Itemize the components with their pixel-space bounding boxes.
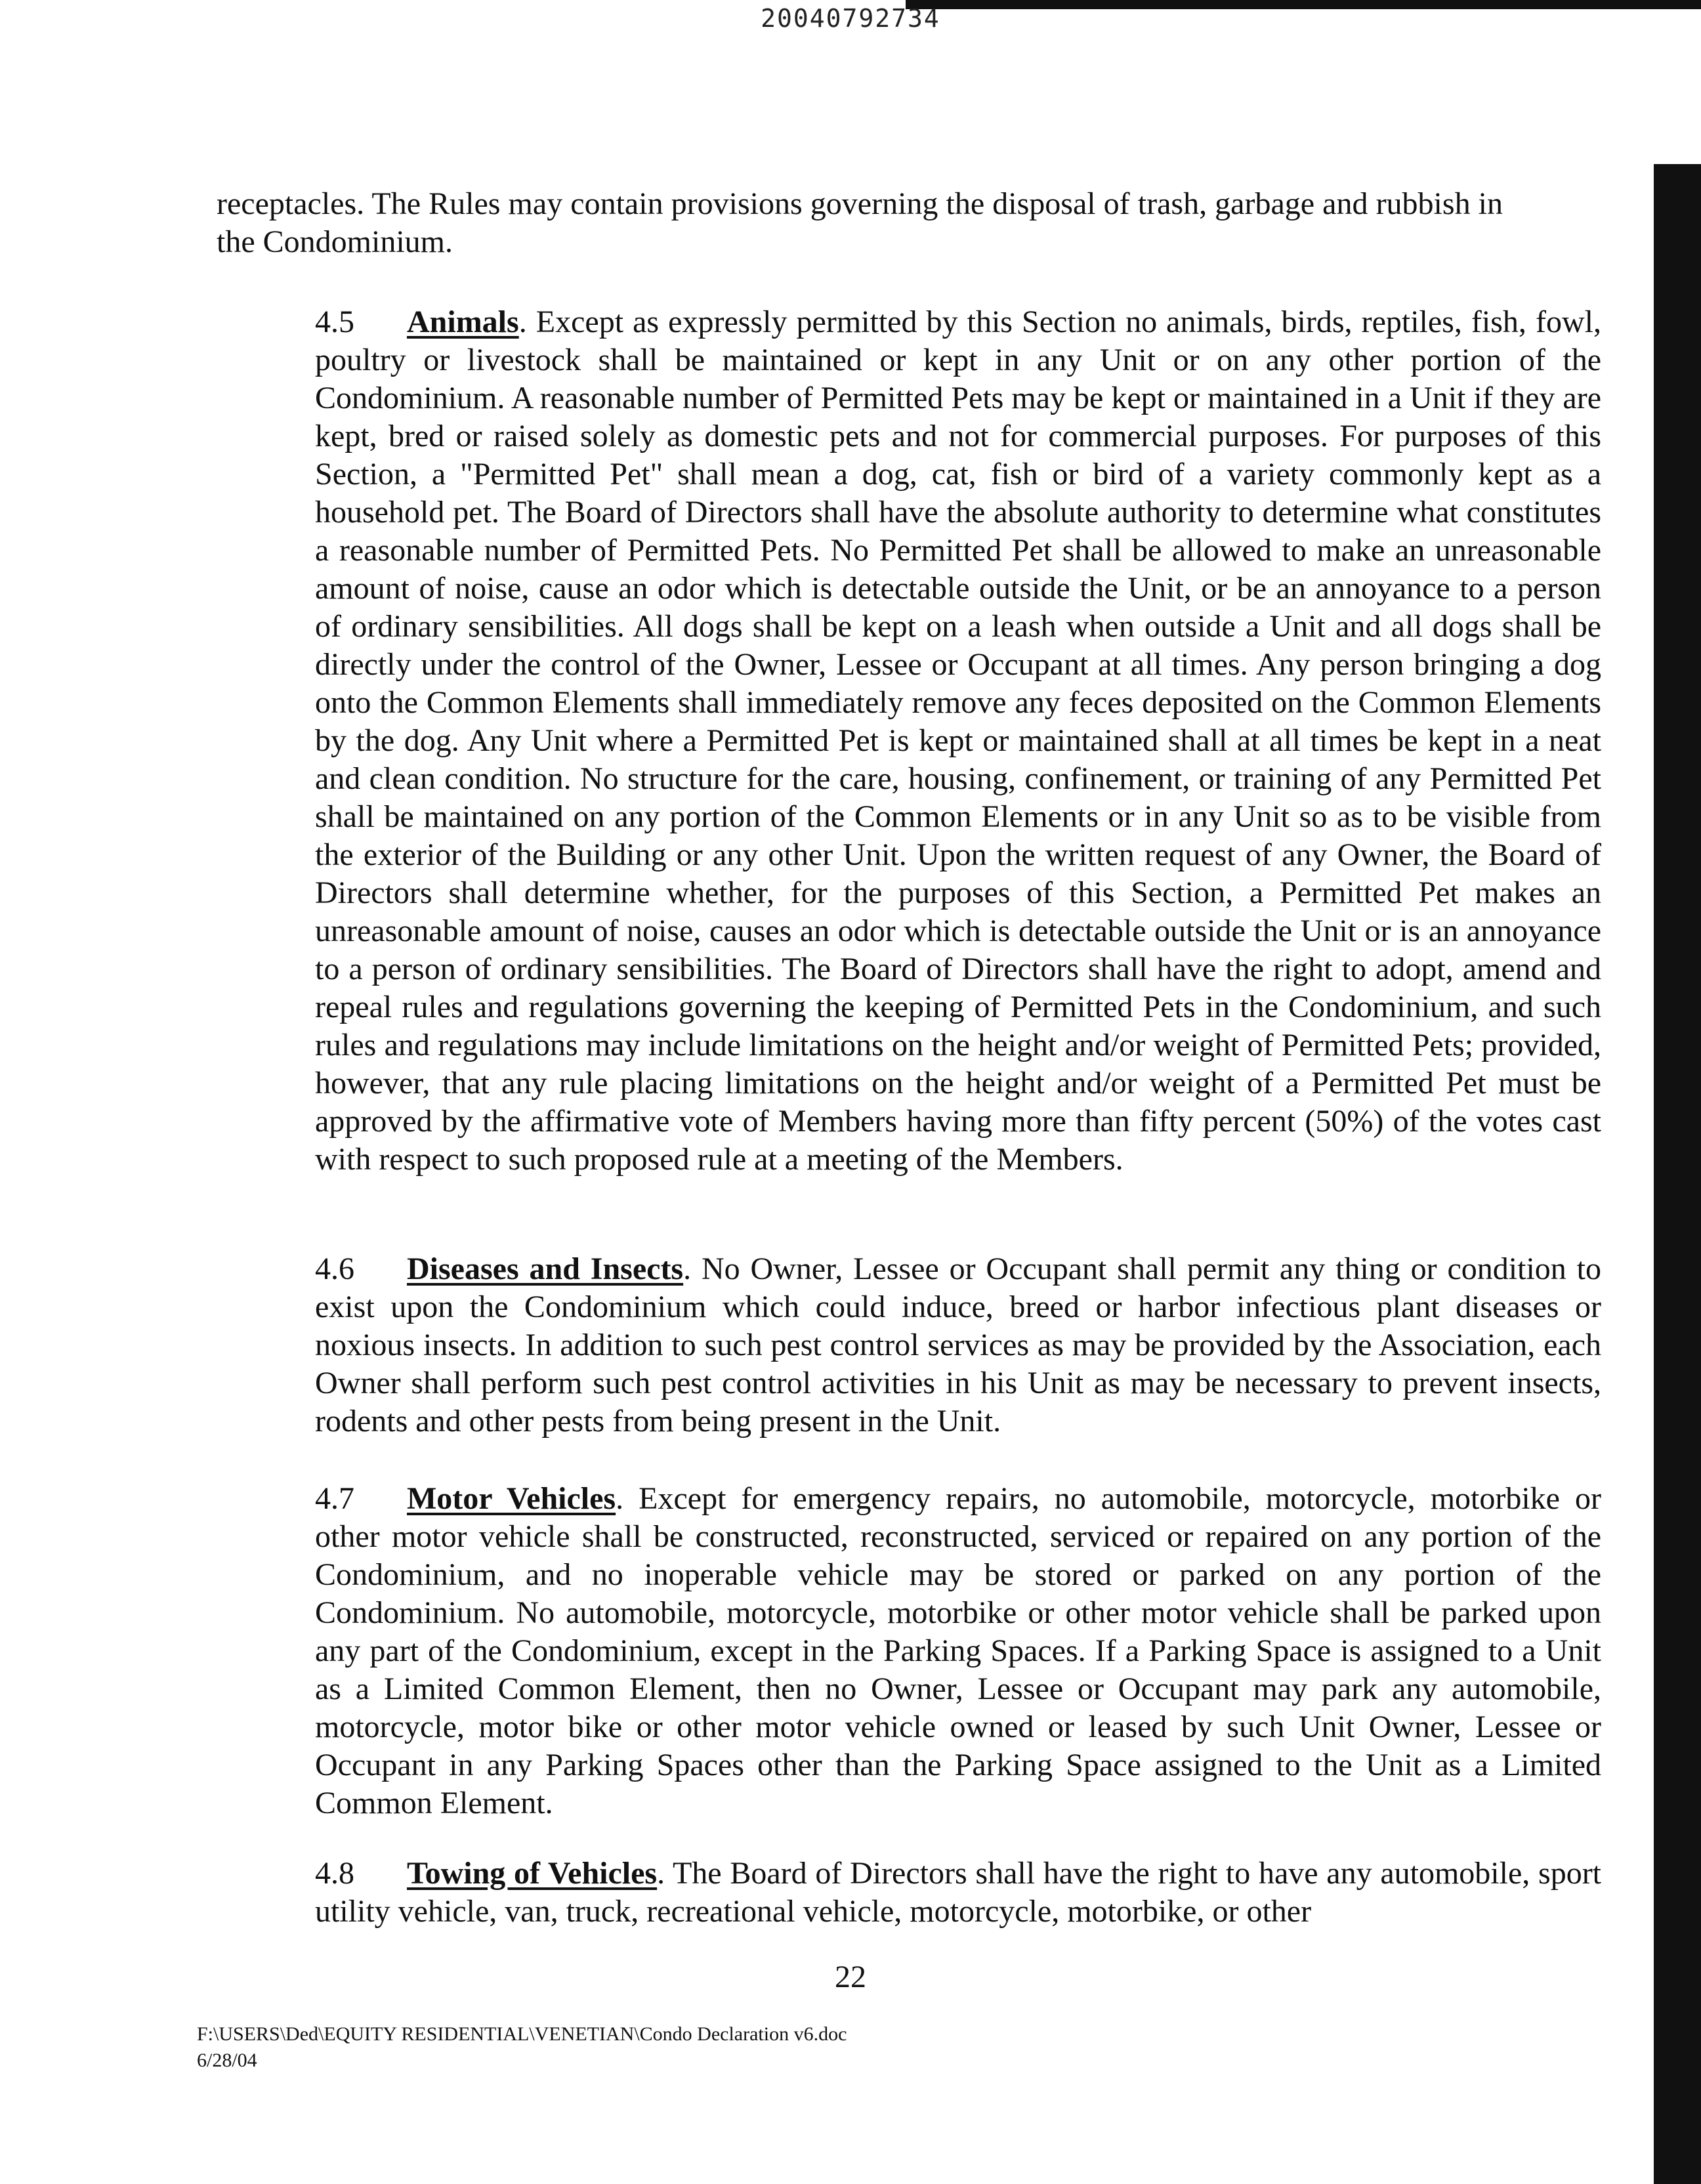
document-footer (197, 2021, 847, 2074)
section-body: . The Board of Directors shall have the right to have any automobile, sport utility vehicle, van, truck, recreational vehicle, motorcycle, motorbike, or other (315, 1856, 1602, 1929)
scan-right-border (1654, 164, 1701, 2184)
page-number: 22 (835, 1960, 866, 1994)
section-4-6 (217, 1250, 1601, 1440)
section-heading: Diseases and Insects (407, 1251, 684, 1286)
document-number: 20040792734 (761, 4, 940, 33)
section-4-8 (217, 1855, 1601, 1931)
section-4-5 (217, 303, 1601, 1179)
file-path: F:\USERS\Ded\EQUITY RESIDENTIAL\VENETIAN\Condo Declaration v6.doc (197, 2023, 847, 2045)
paragraph-continuation: receptacles. The Rules may contain provisions governing the disposal of trash, garbage and rubbish in the Condominium. (217, 186, 1503, 259)
section-number: 4.5 (315, 304, 354, 339)
section-4-7 (217, 1480, 1601, 1822)
section-body: . Except as expressly permitted by this Section no animals, birds, reptiles, fish, fowl, poultry or livestock shall be maintained or kept in any Unit or on any other portion of the Condominium. A reasonable number of Permitted Pets may be kept or maintained in a Unit if they are kept, bred or raised solely as domestic pets and not for commercial purposes. For purposes of this Section, a "Permitted Pet" shall mean a dog, cat, fish or bird of a variety commonly kept as a household pet. The Board of Directors shall have the absolute authority to determine what constitutes a reasonable number of Permitted Pets. No Permitted Pet shall be allowed to make an unreasonable amount of noise, cause an odor which is detectable outside the Unit, or be an annoyance to a person of ordinary sensibilities. All dogs shall be kept on a leash when outside a Unit and all dogs shall be directly under the control of the Owner, Lessee or Occupant at all times. Any person bringing a dog onto the Common Elements shall immediately remove any feces deposited on the Common Elements by the dog. Any Unit where a Permitted Pet is kept or maintained shall at all times be kept in a neat and clean condition. No structure for the care, housing, confinement, or training of any Permitted Pet shall be maintained on any portion of the Common Elements or in any Unit so as to be visible from the exterior of the Building or any other Unit. Upon the written request of any Owner, the Board of Directors shall determine whether, for the purposes of this Section, a Permitted Pet makes an unreasonable amount of noise, causes an odor which is detectable outside the Unit or is an annoyance to a person of ordinary sensibilities. The Board of Directors shall have the right to adopt, amend and repeal rules and regulations governing the keeping of Permitted Pets in the Condominium, and such rules and regulations may include limitations on the height and/or weight of Permitted Pets; provided, however, that any rule placing limitations on the height and/or weight of a Permitted Pet must be approved by the affirmative vote of Members having more than fifty percent (50%) of the votes cast with respect to such proposed rule at a meeting of the Members. (315, 304, 1601, 1177)
footer-date: 6/28/04 (197, 2049, 257, 2071)
section-number: 4.6 (315, 1251, 354, 1286)
section-body: . Except for emergency repairs, no automobile, motorcycle, motorbike or other motor vehicle shall be constructed, reconstructed, serviced or repaired on any portion of the Condominium, and no inoperable vehicle may be stored or parked on any portion of the Condominium. No automobile, motorcycle, motorbike or other motor vehicle shall be parked upon any part of the Condominium, except in the Parking Spaces. If a Parking Space is assigned to a Unit as a Limited Common Element, then no Owner, Lessee or Occupant may park any automobile, motorcycle, motor bike or other motor vehicle owned or leased by such Unit Owner, Lessee or Occupant in any Parking Spaces other than the Parking Space assigned to the Unit as a Limited Common Element. (315, 1481, 1602, 1820)
section-number: 4.8 (315, 1856, 354, 1891)
section-heading: Motor Vehicles (407, 1481, 616, 1516)
section-body: . No Owner, Lessee or Occupant shall permit any thing or condition to exist upon the Condominium which could induce, breed or harbor infectious plant diseases or noxious insects. In addition to such pest control services as may be provided by the Association, each Owner shall perform such pest control activities in his Unit as may be necessary to prevent insects, rodents and other pests from being present in the Unit. (315, 1251, 1601, 1438)
section-heading: Animals (407, 304, 519, 339)
section-number: 4.7 (315, 1481, 354, 1516)
section-heading: Towing of Vehicles (407, 1856, 658, 1891)
